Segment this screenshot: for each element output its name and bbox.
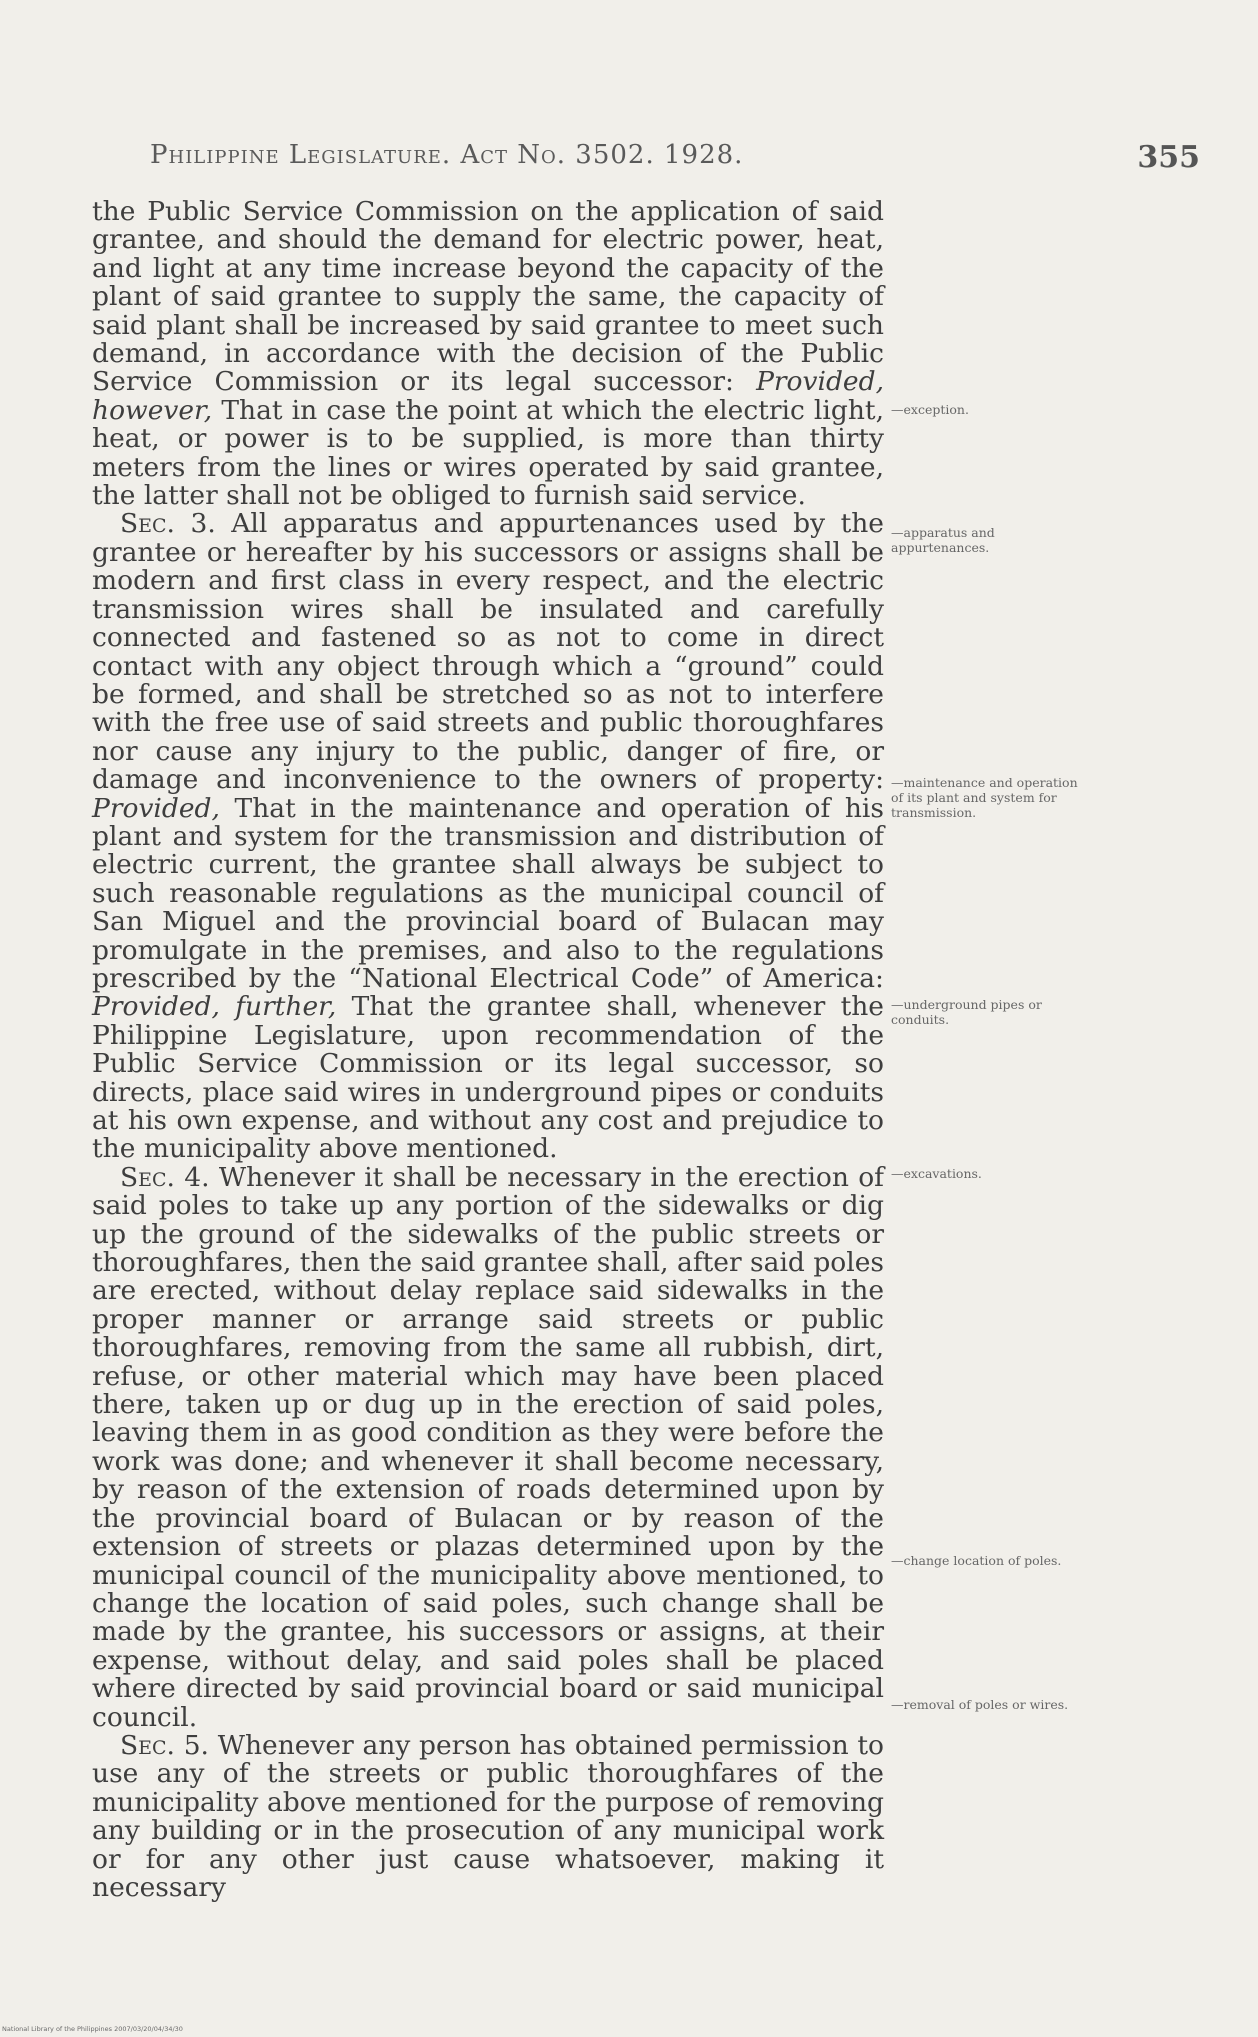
proviso-italic: Provided,	[92, 792, 220, 824]
proviso-italic: Provided, however,	[92, 366, 884, 426]
margin-note-underground: —underground pipes or conduits.	[891, 997, 1042, 1027]
section-label: Sec. 4.	[120, 1161, 210, 1193]
section-4: Sec. 4. Whenever it shall be necessary in the erection of said poles to take up any portion of the sidewalks or dig up the ground of the sidewalks of the public streets or thoroughfares, then the said grantee shall, after said poles are erected, without delay replace said sidewalks in the proper manner or arrange said streets or public thoroughfares, removing from the same all rubbish, dirt, refuse, or other material which may have been placed there, taken up or dug up in the erection of said poles, leaving them in as good condition as they were before the work was done; and whenever it shall become necessary, by reason of the extension of roads determined upon by the provincial board of Bulacan or by reason of the extension of streets or plazas determined upon by the municipal council of the municipality above mentioned, to change the location of said poles, such change shall be made by the grantee, his successors or assigns, at their expense, without delay, and said poles shall be placed where directed by said provincial board or said municipal council.	[92, 1161, 884, 1733]
margin-note-excavations: —excavations.	[891, 1166, 982, 1181]
margin-note-change-location: —change location of poles.	[891, 1553, 1062, 1568]
section-label: Sec. 3.	[120, 508, 216, 540]
page-number: 355	[1137, 140, 1200, 175]
margin-note-maintenance: —maintenance and operation of its plant and system for transmission.	[891, 775, 1078, 820]
section-3: Sec. 3. All apparatus and appurtenances used by the grantee or hereafter by his successors or assigns shall be modern and first class in every respect, and the electric transmission wires shall be insulated and carefully connected and fastened so as not to come in direct contact with any object through which a “ground” could be formed, and shall be stretched so as not to interfere with the free use of said streets and public thoroughfares nor cause any injury to the public, danger of fire, or damage and inconvenience to the owners of property: Provided, That in the maintenance and operation of his plant and system for the transmission and distribution of electric current, the grantee shall always be subject to such reasonable regulations as the municipal council of San Miguel and the provincial board of Bulacan may promulgate in the premises, and also to the regulations prescribed by the “National Electrical Code” of America: Provided, further, That the grantee shall, whenever the Philippine Legislature, upon recommendation of the Public Service Commission or its legal successor, so directs, place said wires in underground pipes or conduits at his own expense, and without any cost and prejudice to the municipality above mentioned.	[92, 508, 884, 1165]
running-title: Philippine Legislature. Act No. 3502. 1928.	[150, 140, 744, 170]
paragraph-continuation: the Public Service Commission on the application of said grantee, and should the demand for electric power, heat, and light at any time increase beyond the capacity of the plant of said grantee to supply the same, the capacity of said plant shall be increased by said grantee to meet such demand, in accordance with the decision of the Public Service Commission or its legal successor: Provided, however, That in case the point at which the electric light, heat, or power is to be supplied, is more than thirty meters from the lines or wires operated by said grantee, the latter shall not be obliged to furnish said service.	[92, 196, 884, 512]
section-label: Sec. 5.	[120, 1729, 209, 1761]
section-5: Sec. 5. Whenever any person has obtained permission to use any of the streets or public thoroughfares of the municipality above mentioned for the purpose of removing any building or in the prosecution of any municipal work or for any other just cause whatsoever, making it necessary	[92, 1729, 884, 1903]
proviso-italic: Provided, further,	[92, 991, 337, 1023]
margin-note-apparatus: —apparatus and appurtenances.	[891, 525, 995, 555]
body-text	[92, 198, 884, 1902]
page-header	[150, 140, 1200, 180]
margin-note-exception: —exception.	[891, 402, 969, 417]
margin-note-removal: —removal of poles or wires.	[891, 1697, 1069, 1712]
footer-credit: National Library of the Philippines 2007/03/20/04/34/30	[2, 2025, 183, 2033]
